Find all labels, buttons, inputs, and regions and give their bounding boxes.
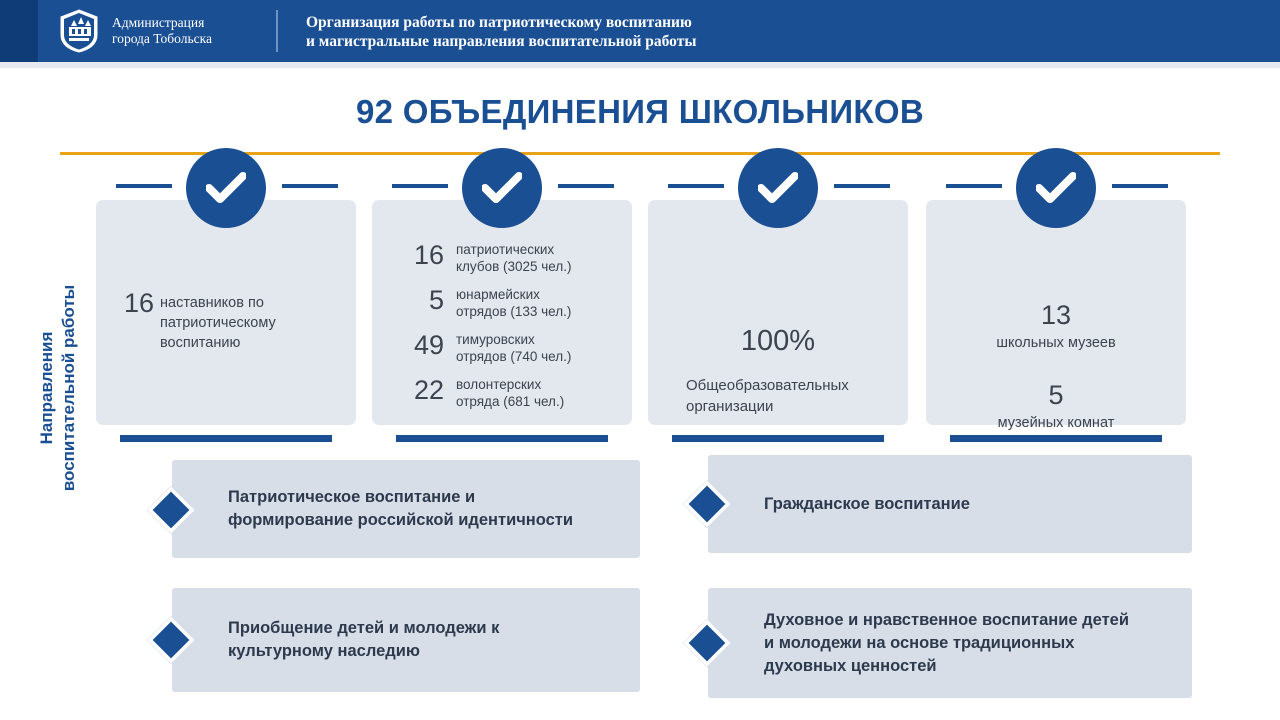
list-item xyxy=(382,328,632,365)
stat-label xyxy=(456,283,571,320)
direction-line2: и молодежи на основе традиционных xyxy=(764,633,1075,652)
list-item xyxy=(382,238,632,275)
stat-percent: 100% xyxy=(740,325,816,357)
card-bottom-bar xyxy=(396,435,608,442)
card-bottom-bar xyxy=(672,435,884,442)
direction-text xyxy=(764,493,970,516)
card-bottom-bar xyxy=(120,435,332,442)
header-title-line1: Организация работы по патриотическому воспитанию xyxy=(306,14,692,31)
stat-label: школьных музеев xyxy=(996,335,1116,351)
card-bottom-bar xyxy=(950,435,1162,442)
stat-label-line1: волонтерских xyxy=(456,377,542,392)
stat-label xyxy=(456,238,572,275)
direction-box-cultural xyxy=(172,588,640,692)
stat-label-line2: отрядов (740 чел.) xyxy=(456,349,572,364)
card-dash-right xyxy=(282,184,338,188)
direction-line1: Приобщение детей и молодежи к xyxy=(228,619,500,637)
administration-line2: города Тобольска xyxy=(112,31,212,46)
direction-line2: формирование российской идентичности xyxy=(228,511,574,529)
header-title-line2: и магистральные направления воспитательной работы xyxy=(306,33,697,50)
stat-block xyxy=(926,300,1186,351)
stat-card-mentors xyxy=(96,200,356,425)
stats-cards-row xyxy=(0,150,1280,450)
direction-text xyxy=(228,617,499,663)
page-title: 92 ОБЪЕДИНЕНИЯ ШКОЛЬНИКОВ xyxy=(356,93,924,130)
header-accent-bar xyxy=(0,0,38,62)
stat-label-line1: тимуровских xyxy=(456,332,535,347)
stat-block xyxy=(926,380,1186,431)
card-dash-right xyxy=(558,184,614,188)
administration-line1: Администрация xyxy=(112,15,205,30)
direction-box-civic xyxy=(708,455,1192,553)
administration-name xyxy=(112,15,212,47)
stat-label-line1: патриотических xyxy=(456,242,555,257)
stat-number: 16 xyxy=(413,240,444,270)
direction-line3: духовных ценностей xyxy=(764,656,937,675)
stat-card-clubs xyxy=(372,200,632,425)
card-dash-left xyxy=(946,184,1002,188)
directions-label-line2: воспитательной работы xyxy=(59,284,78,492)
card-dash-left xyxy=(668,184,724,188)
direction-box-patriotic xyxy=(172,460,640,558)
stat-label xyxy=(456,373,564,410)
stat-label: наставников по патриотическому воспитанию xyxy=(160,295,276,351)
header-divider xyxy=(276,10,278,52)
stat-label-line2: клубов (3025 чел.) xyxy=(456,259,572,274)
stat-number: 5 xyxy=(1048,380,1064,410)
header-title xyxy=(306,13,696,51)
direction-line1: Духовное и нравственное воспитание детей xyxy=(764,610,1129,629)
stat-label-line2: отрядов (133 чел.) xyxy=(456,304,572,319)
stat-number: 16 xyxy=(123,288,155,318)
stat-label: Общеобразовательных организации xyxy=(686,377,849,415)
stat-card-museums xyxy=(926,200,1186,431)
direction-line1: Гражданское воспитание xyxy=(764,494,970,513)
list-item xyxy=(382,373,632,410)
page-header xyxy=(0,0,1280,62)
stat-label xyxy=(456,328,571,365)
stat-number: 5 xyxy=(428,285,444,315)
stat-label: музейных комнат xyxy=(997,415,1115,431)
stat-label-line2: отряда (681 чел.) xyxy=(456,394,565,409)
directions-label-line1: Направления xyxy=(37,331,56,445)
stat-number: 49 xyxy=(413,330,444,360)
header-underline xyxy=(0,62,1280,68)
list-item xyxy=(382,283,632,320)
card-dash-right xyxy=(834,184,890,188)
coat-of-arms-icon xyxy=(56,8,102,54)
direction-line2: культурному наследию xyxy=(228,642,420,660)
directions-vertical-label xyxy=(36,268,96,508)
direction-box-spiritual xyxy=(708,588,1192,698)
card-dash-left xyxy=(392,184,448,188)
stat-list xyxy=(382,238,632,418)
card-dash-right xyxy=(1112,184,1168,188)
card-dash-left xyxy=(116,184,172,188)
stat-card-organizations xyxy=(648,200,908,425)
direction-line1: Патриотическое воспитание и xyxy=(228,488,476,506)
stat-row xyxy=(118,288,356,353)
stat-label-line1: юнармейских xyxy=(456,287,540,302)
stat-number: 22 xyxy=(413,375,444,405)
direction-text xyxy=(228,486,573,532)
direction-text xyxy=(764,609,1129,678)
stat-number: 13 xyxy=(1040,300,1072,330)
